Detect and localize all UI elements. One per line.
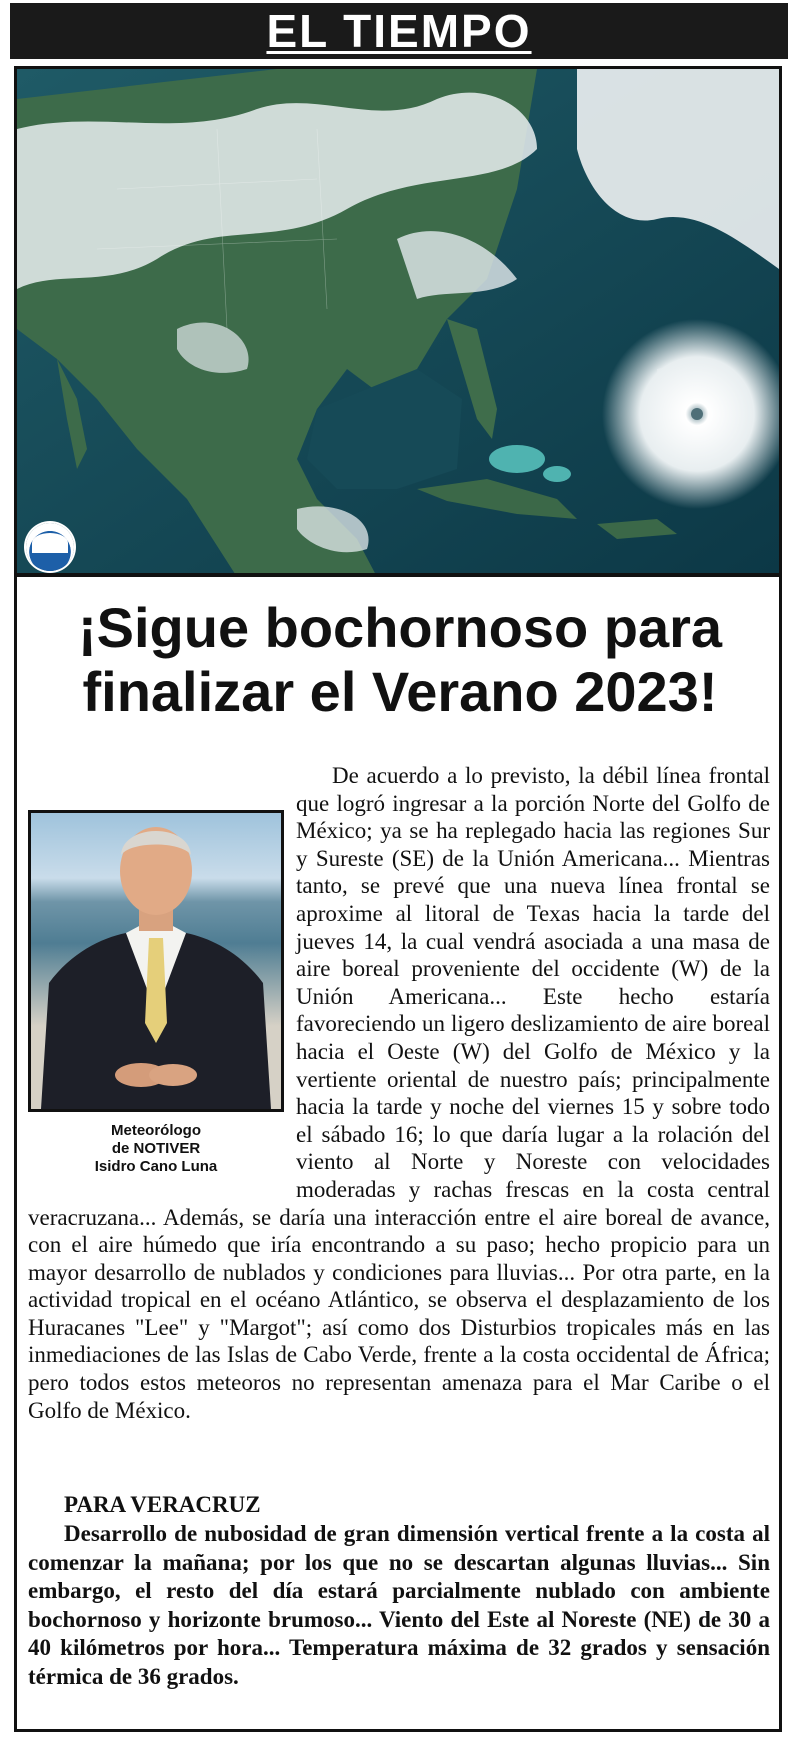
caption-line-name: Isidro Cano Luna (94, 1158, 218, 1175)
forecast-paragraph: Desarrollo de nubosidad de gran dimensión vertical frente a la costa al comenzar la mañana; por los que no se descartan algunas lluvias... Sin embargo, el resto del día estará parcialmente nublado con ambiente bochornoso y horizonte brumoso... Viento del Este al Noreste (NE) de 30 a 40 kilómetros por hora... Temperatura máxima de 32 grados y sensación térmica de 36 grados. (28, 1521, 770, 1689)
article-body (28, 762, 770, 1424)
section-banner (10, 3, 788, 59)
author-photo (28, 810, 284, 1112)
satellite-map-illustration (17, 69, 779, 577)
forecast-section-title: PARA VERACRUZ (64, 1492, 261, 1517)
satellite-image (17, 69, 779, 577)
author-figure (28, 810, 286, 1180)
headline: ¡Sigue bochornoso para finalizar el Verano 2023! (77, 596, 723, 723)
author-photo-illustration (31, 813, 281, 1109)
caption-line-outlet: de NOTIVER (111, 1140, 201, 1157)
photo-caption (28, 1122, 284, 1176)
article-paragraph: De acuerdo a lo previsto, la débil línea frontal que logró ingresar a la porción Norte del Golfo de México; ya se ha replegado hacia las regiones Sur y Sureste (SE) de la Unión Americana... Mientras tanto, se prevé que una nueva línea frontal se aproxime al litoral de Texas hacia la tarde del jueves 14, la cual vendrá asociada a una masa de aire boreal proveniente del occidente (W) de la Unión Americana... Este hecho estaría favoreciendo un ligero deslizamiento de aire boreal hacia el Oeste (W) del Golfo de México y la vertiente oriental de nuestro país; principalmente hacia la tarde y noche del viernes 15 y sobre todo el sábado 16; lo que daría lugar a la rolación del viento al Norte y Noreste con velocidades moderadas y rachas frescas en la costa central veracruzana... Además, se daría una interacción entre el aire boreal de avance, con el aire húmedo que iría encontrando a su paso; hecho propicio para un mayor desarrollo de nublados y condiciones para lluvias... Por otra parte, en la actividad tropical en el océano Atlántico, se observa el desplazamiento de los Huracanes "Lee" y "Margot"; así como dos Disturbios tropicales más en las inmediaciones de las Islas de Cabo Verde, frente a la costa occidental de África; pero todos estos meteoros no representan amenaza para el Mar Caribe o el Golfo de México. (28, 763, 770, 1423)
section-title: EL TIEMPO (266, 5, 532, 57)
caption-line-role: Meteorólogo (111, 1122, 201, 1139)
noaa-bird-icon (32, 533, 68, 553)
noaa-logo-icon (26, 523, 74, 571)
